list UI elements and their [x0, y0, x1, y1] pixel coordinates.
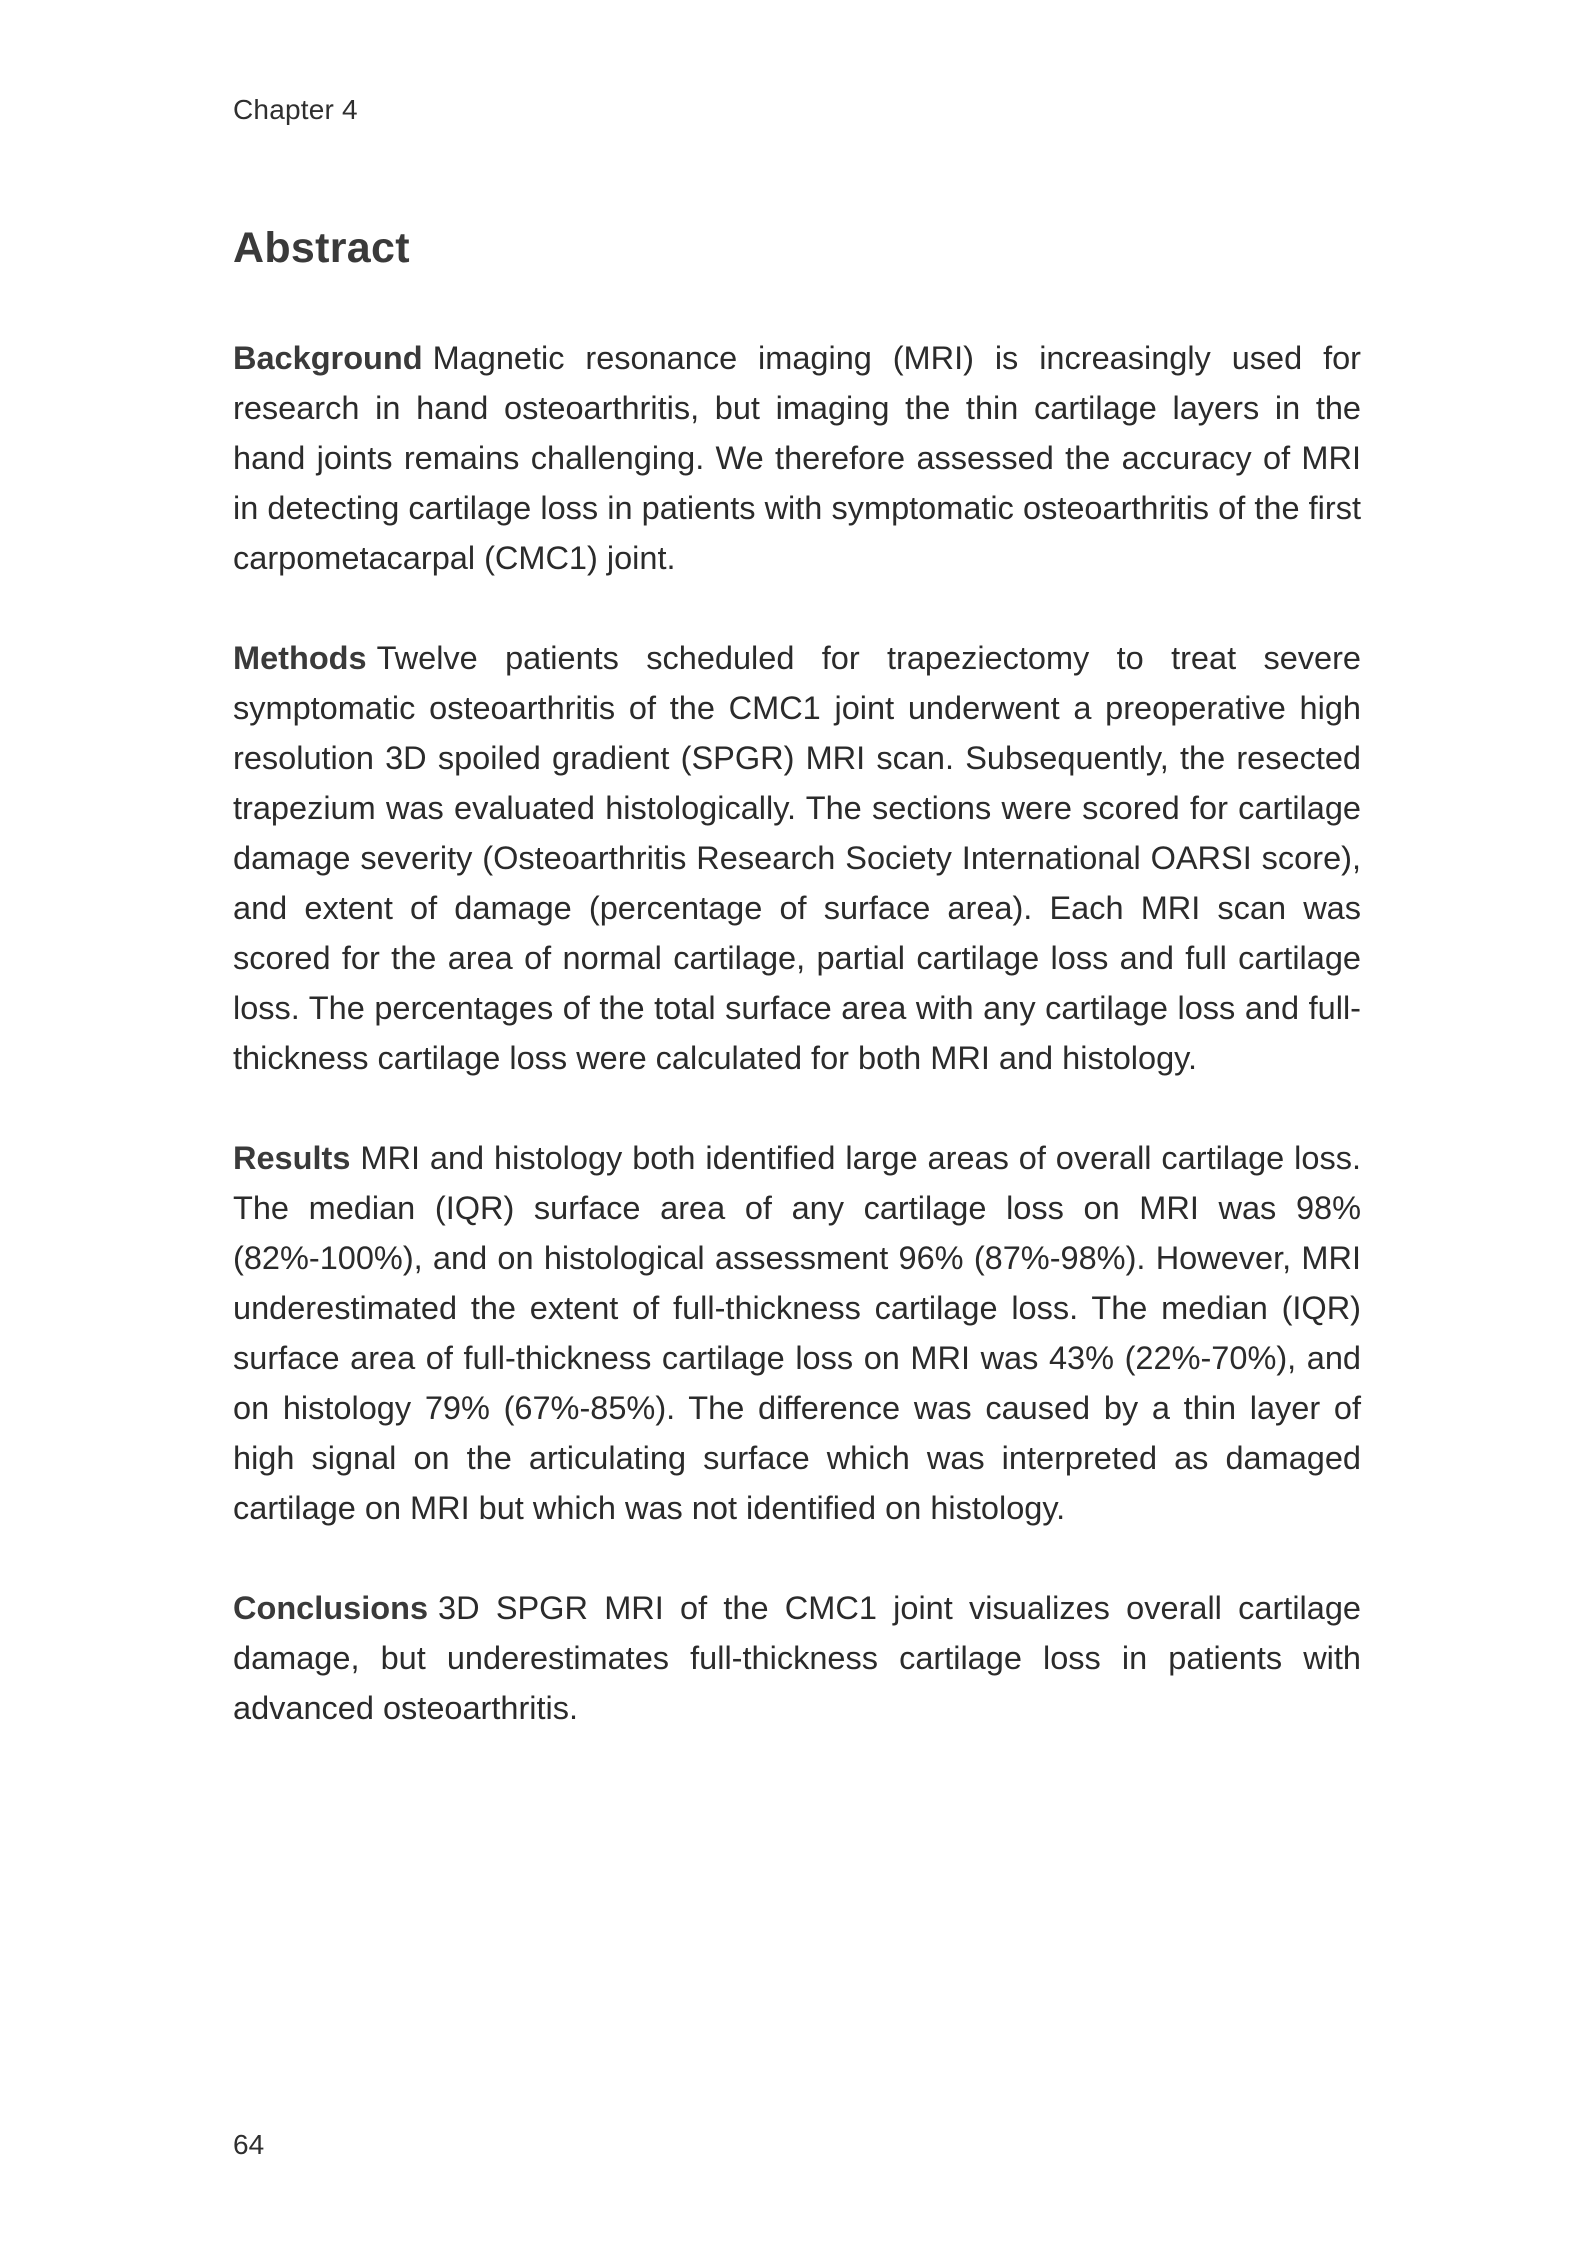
section-text-results: MRI and histology both identified large areas of overall cartilage loss. The median (IQR) surface area of any cartilage loss on MRI was 98% (82%-100%), and on histological assessment 96% (87%-98%). However, MRI underestimated the extent of full-thickness cartilage loss. The median (IQR) surface area of full-thickness cartilage loss on MRI was 43% (22%-70%), and on histology 79% (67%-85%). The difference was caused by a thin layer of high signal on the articulating surface which was interpreted as damaged cartilage on MRI but which was not identified on histology.	[233, 1140, 1361, 1526]
section-text-background: Magnetic resonance imaging (MRI) is increasingly used for research in hand osteoarthritis, but imaging the thin cartilage layers in the hand joints remains challenging. We therefore assessed the accuracy of MRI in detecting cartilage loss in patients with symptomatic osteoarthritis of the first carpometacarpal (CMC1) joint.	[233, 340, 1361, 576]
section-heading-conclusions: Conclusions	[233, 1590, 429, 1626]
section-text-conclusions: 3D SPGR MRI of the CMC1 joint visualizes overall cartilage damage, but underestimates full-thickness cartilage loss in patients with advanced osteoarthritis.	[233, 1590, 1361, 1726]
section-background	[233, 333, 1361, 583]
running-header: Chapter 4	[233, 94, 358, 125]
abstract-body	[233, 333, 1361, 1783]
section-heading-background: Background	[233, 340, 423, 376]
section-conclusions	[233, 1583, 1361, 1733]
section-methods	[233, 633, 1361, 1083]
section-text-methods: Twelve patients scheduled for trapeziectomy to treat severe symptomatic osteoarthritis of the CMC1 joint underwent a preoperative high resolution 3D spoiled gradient (SPGR) MRI scan. Subsequently, the resected trapezium was evaluated histologically. The sections were scored for cartilage damage severity (Osteoarthritis Research Society International OARSI score), and extent of damage (percentage of surface area). Each MRI scan was scored for the area of normal cartilage, partial cartilage loss and full cartilage loss. The percentages of the total surface area with any cartilage loss and full-thickness cartilage loss were calculated for both MRI and histology.	[233, 640, 1361, 1076]
section-results	[233, 1133, 1361, 1533]
section-heading-results: Results	[233, 1140, 351, 1176]
page-number: 64	[233, 2129, 265, 2160]
abstract-title: Abstract	[233, 224, 410, 272]
section-heading-methods: Methods	[233, 640, 367, 676]
